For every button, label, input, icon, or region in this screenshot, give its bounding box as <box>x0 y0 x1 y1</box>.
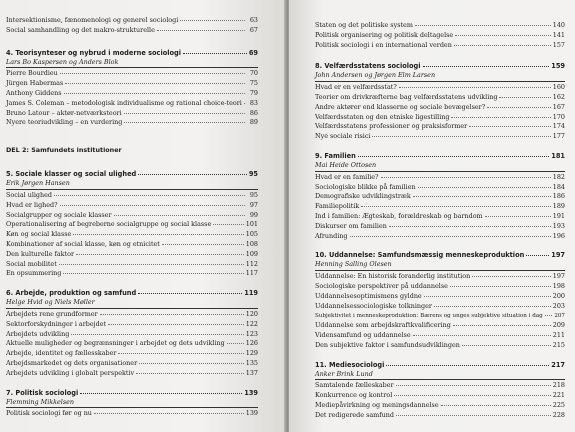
chapter-author: Flemming Mikkelsen <box>6 397 74 406</box>
toc-entry: Pierre Bourdieu 70 <box>6 69 258 78</box>
toc-entry: Uddannelsesoptimismens gyldne 200 <box>315 291 565 300</box>
toc-entry: Velfærdsstatens professioner og praksisformer 174 <box>315 122 565 131</box>
toc-entry: Kombinationer af social klasse, køn og etnicitet 108 <box>6 239 258 248</box>
toc-entry: Nye sociale risici 177 <box>315 132 565 141</box>
toc-entry: James S. Coleman – metodologisk individualisme og rational choice-teori 83 <box>6 98 258 107</box>
part-heading: DEL 2: Samfundets institutioner <box>6 146 122 155</box>
chapter-10-heading: 10. Uddannelse: Samfundsmæssig menneskeproduktion 197 <box>315 251 565 260</box>
toc-entry: Intersektionisme, fænomenologi og generel sociologi 63 <box>6 16 258 24</box>
chapter-author: John Andersen og Jørgen Elm Larsen <box>315 71 436 80</box>
toc-entry: Sociologiske perspektiver på uddannelse 198 <box>315 281 565 290</box>
left-toc-column <box>6 0 258 418</box>
toc-entry: Vidensamfund og uddannelse 211 <box>315 330 565 339</box>
chapter-5-heading: 5. Sociale klasser og social ulighed 95 <box>6 170 258 179</box>
chapter-6-heading: 6. Arbejde, produktion og samfund 119 <box>6 289 258 298</box>
toc-entry: Ind i familien: Ægteskab, forældreskab og barndom 191 <box>315 211 565 220</box>
left-page <box>0 0 286 432</box>
right-page <box>289 0 575 432</box>
toc-entry: Aktuelle muligheder og begrænsninger i arbejdet og dets udvikling 126 <box>6 339 258 348</box>
chapter-8-heading: 8. Velfærdsstatens sociologi 159 <box>315 62 565 71</box>
toc-entry: Afrunding 196 <box>315 231 565 240</box>
toc-entry: Arbejdets udvikling 123 <box>6 329 258 338</box>
toc-entry: Social ulighed 95 <box>6 190 258 199</box>
toc-entry: Uddannelse: En historisk foranderlig institution 197 <box>315 272 565 281</box>
toc-entry: Politisk sociologi i en international verden 157 <box>315 40 565 49</box>
toc-entry: Bruno Latour – aktør-netværksteori 86 <box>6 108 258 117</box>
toc-entry: Hvad er en familie? 182 <box>315 172 565 181</box>
toc-entry: Arbejde, identitet og fællesskaber 129 <box>6 349 258 358</box>
toc-entry: Operationalisering af begreberne socialgruppe og social klasse 101 <box>6 220 258 229</box>
toc-entry: Det redigerede samfund 228 <box>315 410 565 419</box>
toc-entry: Familiepolitik 189 <box>315 202 565 211</box>
right-toc-column <box>315 0 565 420</box>
toc-entry: Diskurser om familien 193 <box>315 221 565 230</box>
toc-entry: Hvad er en velfærdsstat? 160 <box>315 83 565 92</box>
toc-entry: Uddannelse som arbejdskraftkvalificering 209 <box>315 321 565 330</box>
toc-entry: Arbejdets udvikling i globalt perspektiv 137 <box>6 368 258 377</box>
chapter-7-heading: 7. Politisk sociologi 139 <box>6 388 258 397</box>
toc-entry: Teorier om drivkræfterne bag velfærdsstatens udvikling 162 <box>315 92 565 101</box>
toc-entry: Arbejdets rene grundformer 120 <box>6 309 258 318</box>
toc-entry: En opsummering 117 <box>6 269 258 278</box>
toc-entry: Social mobilitet 112 <box>6 259 258 268</box>
toc-entry: Velfærdsstaten og den etniske ligestilling 170 <box>315 112 565 121</box>
toc-entry: Den subjektive faktor i samfundsudviklingen 215 <box>315 340 565 349</box>
toc-entry: Den kulturelle faktor 109 <box>6 249 258 258</box>
toc-entry: Mediepåvirkning og meningsdannelse 225 <box>315 400 565 409</box>
chapter-9-heading: 9. Familien 181 <box>315 151 565 160</box>
toc-entry: Andre aktører end klasserne og sociale bevægelser? 167 <box>315 102 565 111</box>
toc-entry: Social samhandling og det makro-strukturelle 67 <box>6 25 258 34</box>
chapter-author: Anker Brink Lund <box>315 369 373 378</box>
toc-entry: Sektorforskydninger i arbejdet 122 <box>6 319 258 328</box>
toc-entry: Socialgrupper og sociale klasser 99 <box>6 210 258 219</box>
chapter-11-heading: 11. Mediesociologi 217 <box>315 360 565 369</box>
toc-entry: Arbejdsmarkedet og dets organisationer 135 <box>6 358 258 367</box>
chapter-author: Erik Jørgen Hansen <box>6 179 70 188</box>
toc-entry: Demografiske udviklingstræk 186 <box>315 192 565 201</box>
chapter-author: Mai Heide Ottosen <box>315 160 377 169</box>
toc-entry: Politisk organisering og politisk deltagelse 141 <box>315 30 565 39</box>
chapter-author: Lars Bo Kaspersen og Anders Blok <box>6 57 119 66</box>
toc-entry: Samtalende fælleskaber 218 <box>315 381 565 390</box>
toc-entry: Uddannelsessociologiske tolkninger 203 <box>315 301 565 310</box>
toc-entry: Konkurrence og kontrol 221 <box>315 391 565 400</box>
chapter-author: Henning Salling Olesen <box>315 260 392 269</box>
toc-entry: Anthony Giddens 79 <box>6 88 258 97</box>
toc-entry: Køn og social klasse 105 <box>6 230 258 239</box>
toc-entry: Hvad er lighed? 97 <box>6 200 258 209</box>
chapter-4-heading: 4. Teorisynteser og nybrud i moderne sociologi 69 <box>6 48 258 57</box>
toc-entry: Sociologiske blikke på familien 184 <box>315 182 565 191</box>
chapter-author: Helge Hvid og Niels Møller <box>6 298 95 307</box>
toc-entry: Subjektivitet i menneskeproduktion: Bærens og unges subjektive situation i dag 207 <box>315 310 565 320</box>
toc-entry: Politisk sociologi før og nu 139 <box>6 409 258 418</box>
toc-entry: Jürgen Habermas 75 <box>6 79 258 88</box>
toc-entry: Nyere teoriudvikling – en vurdering 89 <box>6 118 258 127</box>
toc-entry: Staten og det politiske system 140 <box>315 21 565 29</box>
